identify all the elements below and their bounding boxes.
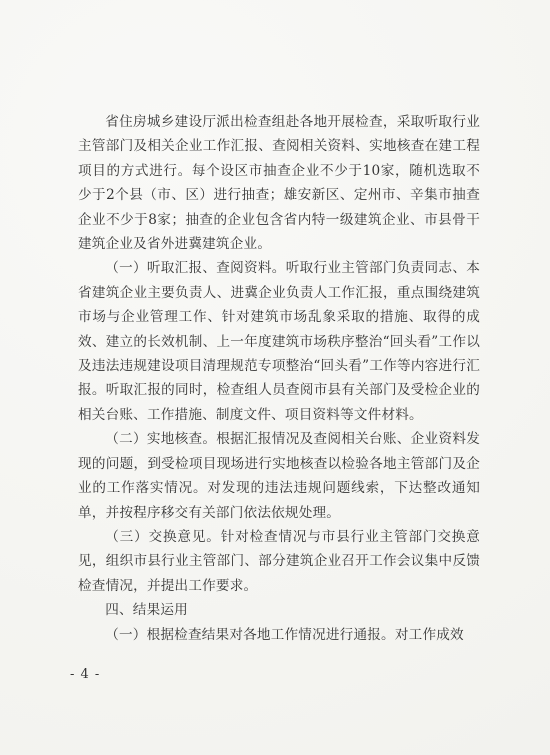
paragraph-hearing-reports: （一）听取汇报、查阅资料。听取行业主管部门负责同志、本省建筑企业主要负责人、进冀企业负责人工作汇报，重点围绕建筑市场与企业管理工作、针对建筑市场乱象采取的措施、取得的成效、建立的长效机制、上一年度建筑市场秩序整治“回头看”工作以及违法违规建设项目清理规范专项整治“回头看”工作等内容进行汇报。听取汇报的同时，检查组人员查阅市县有关部门及受检企业的相关台账、工作措施、制度文件、项目资料等文件材料。 [78, 260, 480, 423]
paragraph-inspection-method: 省住房城乡建设厅派出检查组赴各地开展检查，采取听取行业主管部门及相关企业工作汇报、查阅相关资料、实地核查在建工程项目的方式进行。每个设区市抽查企业不少于10家，随机选取不少于2个县（市、区）进行抽查；雄安新区、定州市、辛集市抽查企业不少于8家；抽查的企业包含省内特一级建筑企业、市县骨干建筑企业及省外进冀建筑企业。 [78, 114, 480, 253]
paragraph-exchange-opinions: （三）交换意见。针对检查情况与市县行业主管部门交换意见，组织市县行业主管部门、部分建筑企业召开工作会议集中反馈检查情况，并提出工作要求。 [78, 528, 480, 594]
document-body [78, 110, 480, 647]
section-heading-results: 四、结果运用 [105, 602, 188, 619]
paragraph-onsite-verification: （二）实地核查。根据汇报情况及查阅相关台账、企业资料发现的问题，到受检项目现场进行实地核查以检验各地主管部门及企业的工作落实情况。对发现的违法违规问题线索，下达整改通知单，并按程序移交有关部门依法依规处理。 [78, 431, 480, 521]
paragraph-results-report: （一）根据检查结果对各地工作情况进行通报。对工作成效 [105, 626, 464, 643]
page-number: - 4 - [70, 667, 101, 682]
